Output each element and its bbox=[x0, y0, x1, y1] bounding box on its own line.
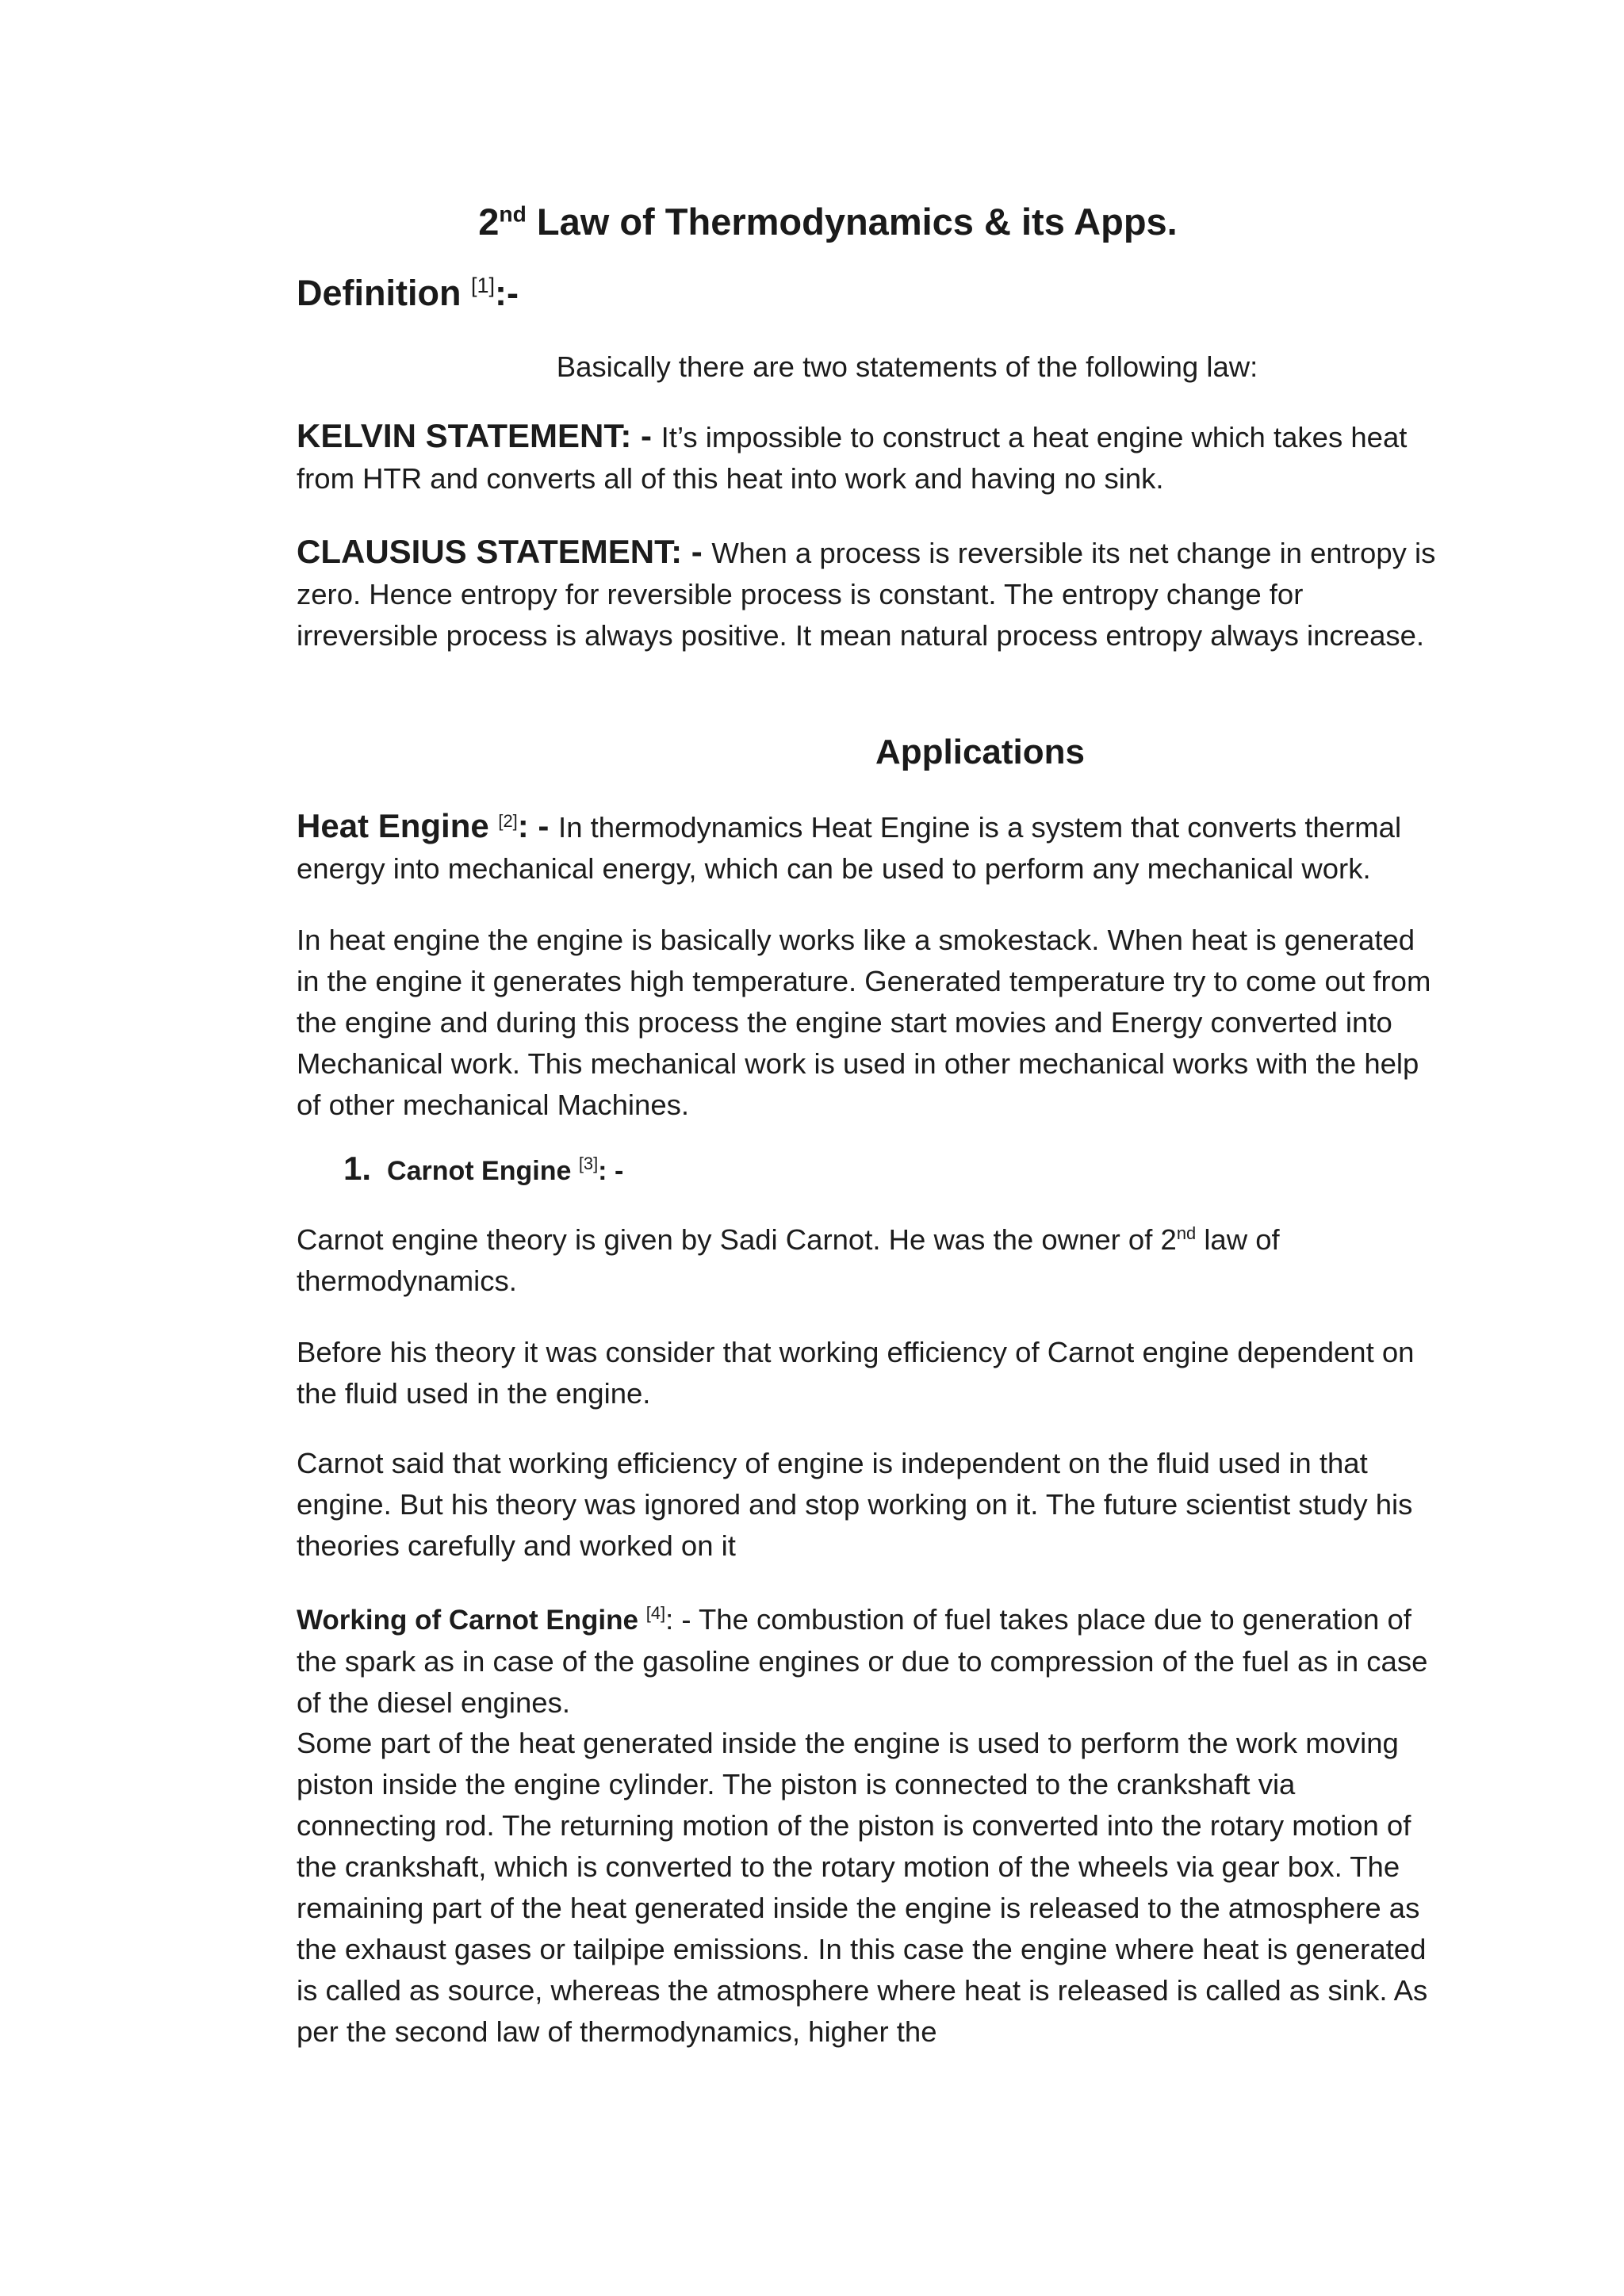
carnot-engine-heading: 1. Carnot Engine [3]: - bbox=[343, 1150, 624, 1187]
carnot-paragraph-3: Carnot said that working efficiency of engine is independent on the fluid used in that engine. But his theory was ignored and stop working on it. The future scientist study his theories carefully and worked on it bbox=[297, 1447, 1413, 1562]
working-paragraph: Working of Carnot Engine [4]: - The combustion of fuel takes place due to generation of the spark as in case of the gasoline engines or due to compression of the fuel as in case of the diesel engines. bbox=[297, 1602, 1428, 1719]
title-ordinal: 2 bbox=[478, 201, 500, 243]
page-title bbox=[297, 198, 1438, 246]
clausius-text: When a process is reversible its net change in entropy is zero. Hence entropy for reversible process is constant. The entropy change for irreversible process is always positive. It mean natural process entropy always increase. bbox=[297, 537, 1436, 652]
clausius-label: CLAUSIUS STATEMENT: - bbox=[297, 533, 712, 570]
carnot-paragraph-2: Before his theory it was consider that working efficiency of Carnot engine dependent on the fluid used in the engine. bbox=[297, 1336, 1415, 1410]
working-label: Working of Carnot Engine bbox=[297, 1605, 646, 1636]
heat-engine-paragraph: Heat Engine [2]: - In thermodynamics Heat Engine is a system that converts thermal energy into mechanical energy, which can be used to perform any mechanical work. bbox=[297, 807, 1402, 885]
kelvin-label: KELVIN STATEMENT: - bbox=[297, 417, 661, 454]
applications-heading: Applications bbox=[875, 733, 1086, 771]
clausius-statement bbox=[297, 531, 1438, 656]
title-ordinal-suffix: nd bbox=[499, 201, 527, 227]
kelvin-text: It’s impossible to construct a heat engine which takes heat from HTR and converts all of this heat into work and having no sink. bbox=[297, 421, 1408, 495]
heat-engine-text: In thermodynamics Heat Engine is a system that converts thermal energy into mechanical energy, which can be used to perform any mechanical work. bbox=[297, 811, 1402, 885]
reference-4: [4] bbox=[645, 1602, 666, 1623]
kelvin-statement bbox=[297, 415, 1438, 499]
reference-2: [2] bbox=[498, 810, 518, 831]
list-number: 1. bbox=[343, 1150, 372, 1187]
heat-engine-label: Heat Engine bbox=[297, 807, 499, 844]
title-text: Law of Thermodynamics & its Apps. bbox=[526, 201, 1178, 243]
heat-engine-paragraph-2: In heat engine the engine is basically works like a smokestack. When heat is generated in the engine it generates high temperature. Generated temperature try to come out from the engine and during this process the engine start movies and Energy converted into Mechanical work. This mechanical work is used in other mechanical works with the help of other mechanical Machines. bbox=[297, 924, 1431, 1121]
carnot-paragraph-1: Carnot engine theory is given by Sadi Carnot. He was the owner of 2nd law of thermodynamics. bbox=[297, 1223, 1280, 1297]
reference-1: [1] bbox=[470, 274, 495, 297]
definition-intro: Basically there are two statements of the following law: bbox=[556, 350, 1258, 383]
working-text: The combustion of fuel takes place due to generation of the spark as in case of the gasoline engines or due to compression of the fuel as in case of the diesel engines. bbox=[297, 1603, 1428, 1719]
reference-3: [3] bbox=[578, 1153, 599, 1173]
definition-heading: Definition [1]:- bbox=[297, 273, 519, 313]
working-paragraph-2: Some part of the heat generated inside the engine is used to perform the work moving piston inside the engine cylinder. The piston is connected to the crankshaft via connecting rod. The returning motion of the piston is converted into the rotary motion of the crankshaft, which is converted to the rotary motion of the wheels via gear box. The remaining part of the heat generated inside the engine is released to the atmosphere as the exhaust gases or tailpipe emissions. In this case the engine where heat is generated is called as source, whereas the atmosphere where heat is released is called as sink. As per the second law of thermodynamics, higher the bbox=[297, 1727, 1428, 2048]
